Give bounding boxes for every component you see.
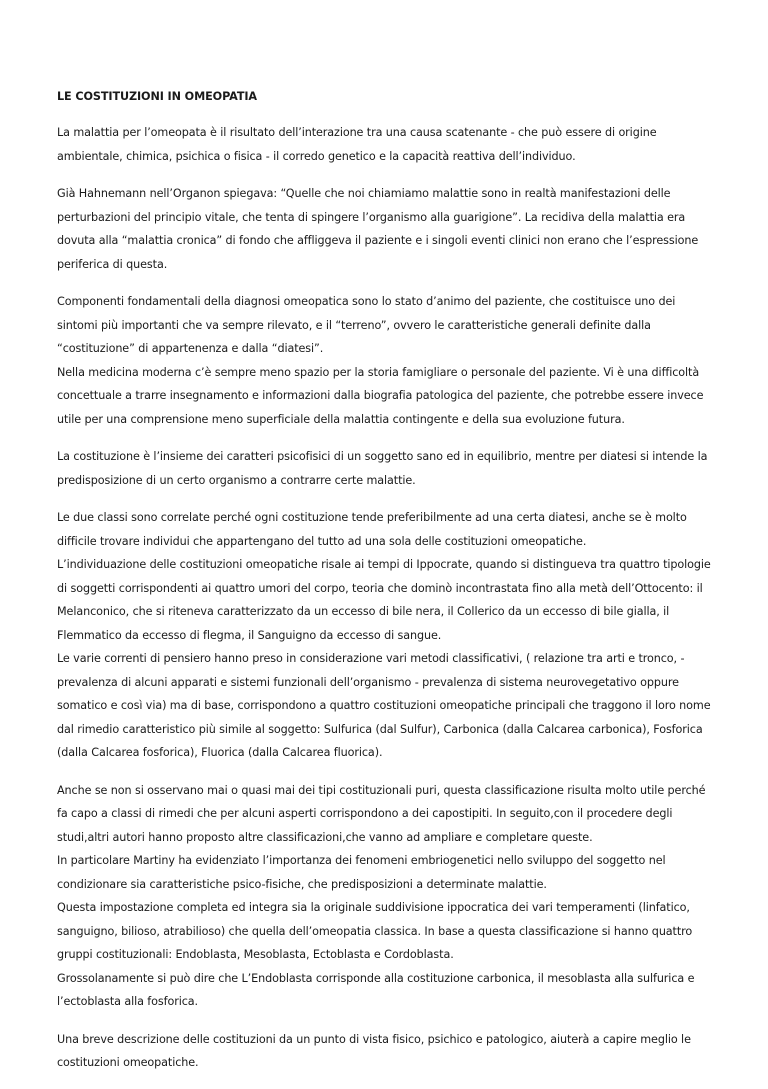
text-line: L’individuazione delle costituzioni omeopatiche risale ai tempi di Ippocrate, quando si distingueva tra quattro tipologie di soggetti corrispondenti ai quattro umori del corpo, teoria che dominò incontrastata fino alla metà dell’Ottocento: il Melanconico, che si riteneva caratterizzato da un eccesso di bile nera, il Collerico da un eccesso di bile gialla, il Flemmatico da eccesso di flegma, il Sanguigno da eccesso di sangue.	[57, 558, 711, 642]
text-line: La malattia per l’omeopata è il risultato dell’interazione tra una causa scatenante - che può essere di origine ambientale, chimica, psichica o fisica - il corredo genetico e la capacità reattiva dell’individuo.	[57, 126, 657, 163]
text-line: Le varie correnti di pensiero hanno preso in considerazione vari metodi classificativi, ( relazione tra arti e tronco, - prevalenza di alcuni apparati e sistemi funzionali dell’organismo - prevalenza di sistema neurovegetativo oppure somatico e così via) ma di base, corrispondono a quattro costituzioni omeopatiche principali che traggono il loro nome dal rimedio caratteristico più simile al soggetto: Sulfurica (dal Sulfur), Carbonica (dalla Calcarea carbonica), Fosforica (dalla Calcarea fosforica), Fluorica (dalla Calcarea fluorica).	[57, 652, 711, 759]
text-line: Grossolanamente si può dire che L’Endoblasta corrisponde alla costituzione carbonica, il mesoblasta alla sulfurica e l’ectoblasta alla fosforica.	[57, 971, 695, 1008]
text-line: Una breve descrizione delle costituzioni da un punto di vista fisico, psichico e patologico, aiuterà a capire meglio le costituzioni omeopatiche.	[57, 1032, 691, 1069]
paragraph-3	[57, 290, 717, 431]
text-line: Anche se non si osservano mai o quasi mai dei tipi costituzionali puri, questa classificazione risulta molto utile perché fa capo a classi di rimedi che per alcuni asperti corrispondono a dei capostipiti. In seguito,con il procedere degli studi,altri autori hanno proposto altre classificazioni,che vanno ad ampliare e completare queste.	[57, 783, 706, 844]
document-body	[57, 87, 717, 1089]
paragraph-5	[57, 506, 717, 765]
text-line: Già Hahnemann nell’Organon spiegava: “Quelle che noi chiamiamo malattie sono in realtà manifestazioni delle perturbazioni del principio vitale, che tenta di spingere l’organismo alla guarigione”. La recidiva della malattia era dovuta alla “malattia cronica” di fondo che affliggeva il paziente e i singoli eventi clinici non erano che l’espressione periferica di questa.	[57, 187, 699, 271]
text-line: Nella medicina moderna c’è sempre meno spazio per la storia famigliare o personale del paziente. Vi è una difficoltà concettuale a trarre insegnamento e informazioni dalla biografia patologica del paziente, che potrebbe essere invece utile per una comprensione meno superficiale della malattia contingente e della sua evoluzione futura.	[57, 365, 704, 426]
paragraph-1	[57, 121, 717, 168]
paragraph-2	[57, 182, 717, 276]
paragraph-6	[57, 779, 717, 1014]
paragraph-4	[57, 445, 717, 492]
text-line: Componenti fondamentali della diagnosi omeopatica sono lo stato d’animo del paziente, che costituisce uno dei sintomi più importanti che va sempre rilevato, e il “terreno”, ovvero le caratteristiche generali definite dalla “costituzione” di appartenenza e dalla “diatesi”.	[57, 295, 676, 355]
paragraph-7	[57, 1028, 717, 1075]
document-title: LE COSTITUZIONI IN OMEOPATIA	[57, 90, 257, 103]
text-line: Questa impostazione completa ed integra sia la originale suddivisione ippocratica dei vari temperamenti (linfatico, sanguigno, bilioso, atrabilioso) che quella dell’omeopatia classica. In base a questa classificazione si hanno quattro gruppi costituzionali: Endoblasta, Mesoblasta, Ectoblasta e Cordoblasta.	[57, 901, 693, 961]
text-line: In particolare Martiny ha evidenziato l’importanza dei fenomeni embriogenetici nello sviluppo del soggetto nel condizionare sia caratteristiche psico-fisiche, che predisposizioni a determinate malattie.	[57, 854, 666, 891]
text-line: La costituzione è l’insieme dei caratteri psicofisici di un soggetto sano ed in equilibrio, mentre per diatesi si intende la predisposizione di un certo organismo a contrarre certe malattie.	[57, 450, 708, 487]
text-line: Le due classi sono correlate perché ogni costituzione tende preferibilmente ad una certa diatesi, anche se è molto difficile trovare individui che appartengano del tutto ad una sola delle costituzioni omeopatiche.	[57, 511, 687, 548]
